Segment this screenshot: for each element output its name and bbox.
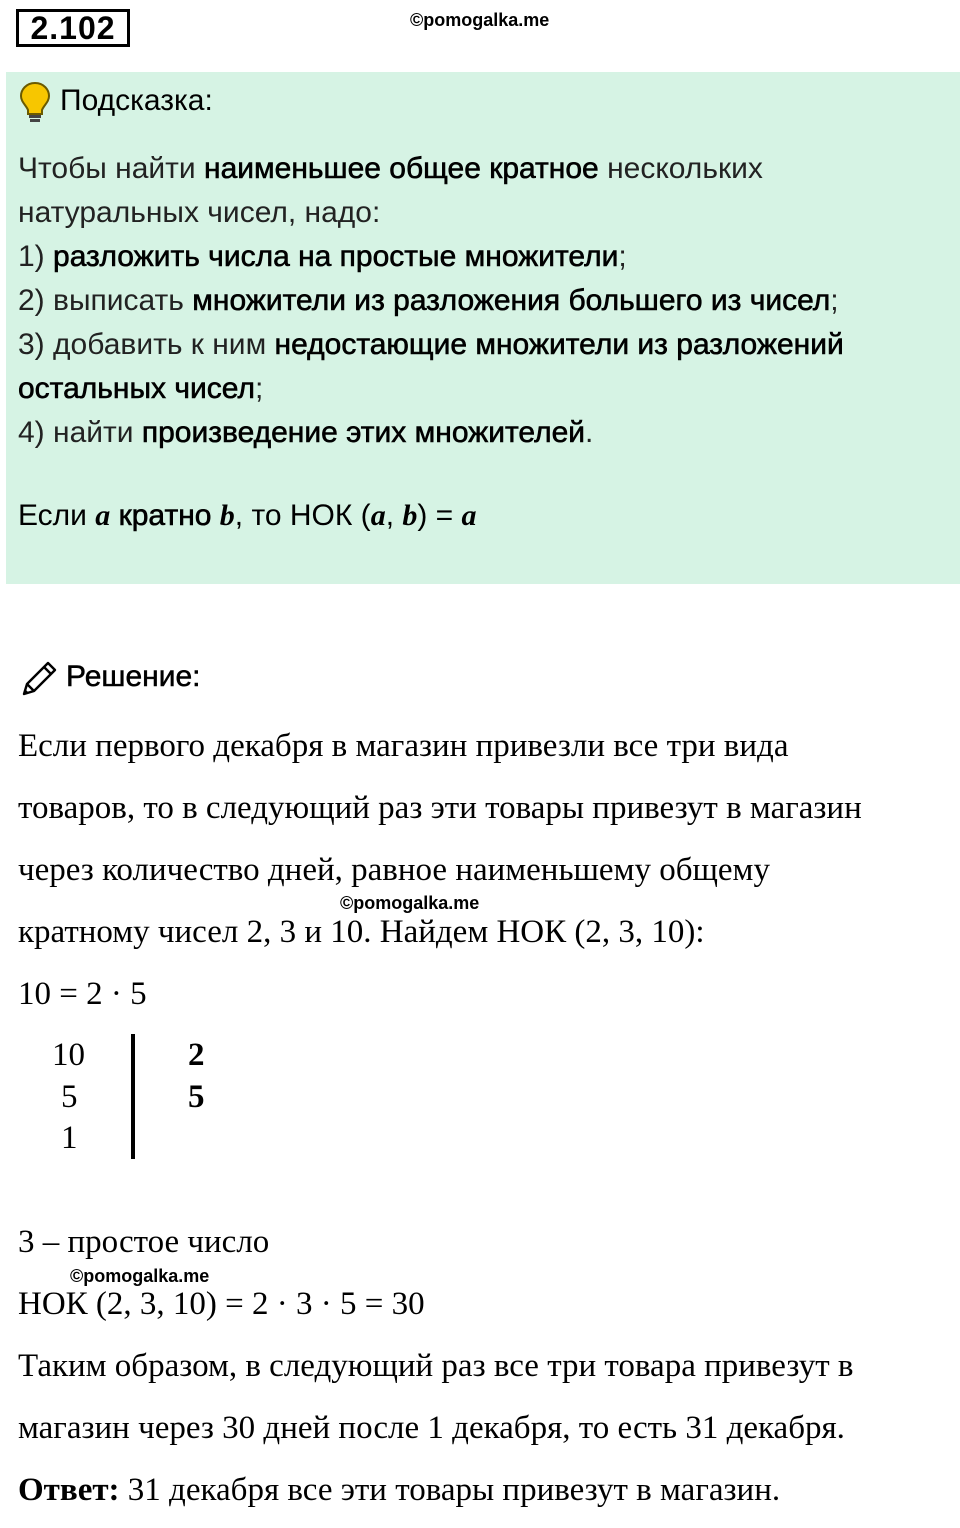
answer-label: Ответ: xyxy=(18,1472,120,1508)
math-var: a xyxy=(461,499,477,532)
bold-text: наименьшее общее кратное xyxy=(204,152,599,185)
math-var: a xyxy=(370,499,386,532)
lightbulb-icon xyxy=(18,80,52,124)
text: ; xyxy=(254,372,264,405)
conclusion-line: магазин через 30 дней после 1 декабря, то есть 31 декабря. xyxy=(18,1410,845,1446)
solution-line: через количество дней, равное наименьшему общему xyxy=(18,852,770,888)
bold-text: произведение этих множителей xyxy=(141,416,586,449)
bold-text: разложить числа на простые множители xyxy=(53,240,619,273)
bold-text: кратно xyxy=(110,499,220,532)
math-var: b xyxy=(219,499,235,532)
solution-line: 10 = 2 · 5 xyxy=(18,976,147,1012)
solution-line: кратному чисел 2, 3 и 10. Найдем НОК (2, 3, 10): xyxy=(18,914,705,950)
watermark: ©pomogalka.me xyxy=(410,10,550,30)
text: ) = xyxy=(417,499,462,532)
factorization-divider xyxy=(131,1034,135,1159)
watermark: ©pomogalka.me xyxy=(70,1266,210,1286)
factor-left: 10 xyxy=(52,1037,85,1073)
hint-rule xyxy=(18,499,477,533)
text: , xyxy=(385,499,403,532)
task-number: 2.102 xyxy=(16,9,130,47)
bold-text: недостающие множители из разложений остальных чисел xyxy=(18,328,844,405)
text: Чтобы найти xyxy=(18,152,205,185)
factor-right: 2 xyxy=(188,1037,205,1073)
conclusion-line: Таким образом, в следующий раз все три товара привезут в xyxy=(18,1348,854,1384)
text: , то НОК ( xyxy=(234,499,371,532)
text: 3) добавить к ним xyxy=(18,328,275,361)
answer-text: 31 декабря все эти товары привезут в магазин. xyxy=(119,1472,781,1508)
factor-left: 1 xyxy=(61,1120,78,1156)
pencil-icon xyxy=(18,658,60,700)
hint-intro xyxy=(18,147,948,235)
bold-text: множители из разложения большего из чисел xyxy=(192,284,831,317)
math-var: a xyxy=(95,499,111,532)
hint-step-1 xyxy=(18,235,948,279)
hint-step-2 xyxy=(18,279,948,323)
factor-left: 5 xyxy=(61,1079,78,1115)
text: Если xyxy=(18,499,96,532)
solution-line: товаров, то в следующий раз эти товары привезут в магазин xyxy=(18,790,862,826)
lcm-line: НОК (2, 3, 10) = 2 · 3 · 5 = 30 xyxy=(18,1286,425,1322)
hint-title: Подсказка: xyxy=(60,84,213,117)
text: 4) найти xyxy=(18,416,142,449)
hint-step-4 xyxy=(18,411,948,455)
answer-line xyxy=(18,1472,780,1509)
text: 2) выписать xyxy=(18,284,193,317)
math-var: b xyxy=(402,499,418,532)
watermark: ©pomogalka.me xyxy=(340,893,480,913)
text: ; xyxy=(830,284,839,317)
text: 1) xyxy=(18,240,54,273)
hint-body xyxy=(18,147,948,455)
hint-step-3 xyxy=(18,323,948,411)
text: . xyxy=(585,416,594,449)
text: ; xyxy=(618,240,627,273)
text: нескольких натуральных чисел, надо: xyxy=(18,152,763,229)
solution-title: Решение: xyxy=(66,660,201,693)
prime-note: 3 – простое число xyxy=(18,1224,270,1260)
factor-right: 5 xyxy=(188,1079,205,1115)
solution-line: Если первого декабря в магазин привезли все три вида xyxy=(18,728,789,764)
